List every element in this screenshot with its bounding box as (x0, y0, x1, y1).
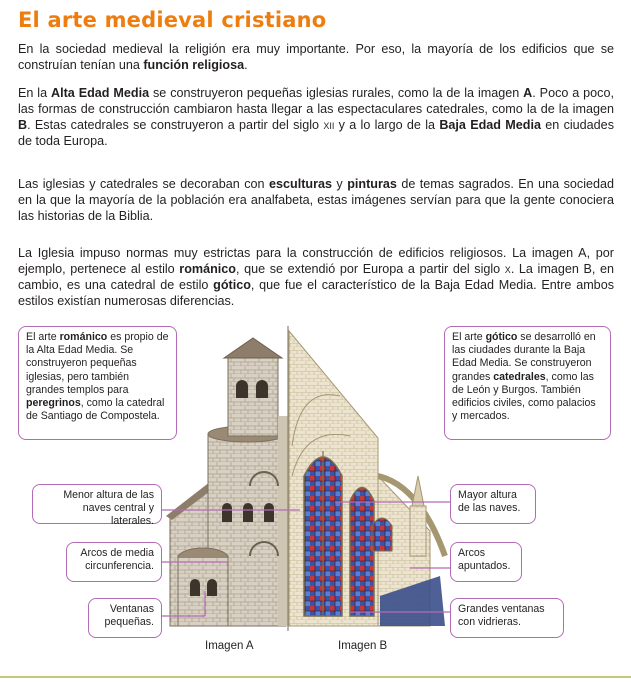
bottom-rule (0, 676, 631, 678)
church-illustration (0, 326, 631, 666)
paragraph-4: La Iglesia impuso normas muy estrictas para la construcción de edificios religiosos. La imagen A, por ejemplo, pertenece al estilo románico, que se extendió por Europa a partir del siglo x. La imagen B, en cambio, es una catedral de estilo gótico, que fue el característico de la Baja Edad Media. Entre ambos estilos existían numerosas diferencias. (18, 246, 614, 308)
page-title: El arte medieval cristiano (18, 8, 327, 32)
gothic-cathedral (289, 331, 445, 626)
paragraph-3: Las iglesias y catedrales se decoraban con esculturas y pinturas de temas sagrados. En una sociedad en la que la mayoría de la población era analfabeta, estas imágenes servían para que la gente conociera las historias de la Biblia. (18, 177, 615, 223)
paragraph-2: En la Alta Edad Media se construyeron pequeñas iglesias rurales, como la de la imagen A. Poco a poco, las formas de construcción cambiaron hasta llegar a las espectaculares catedrales, como la de la imagen B. Estas catedrales se construyeron a partir del siglo xii y a lo largo de la Baja Edad Media en ciudades de toda Europa. (18, 86, 614, 148)
callout-gotico: El arte gótico se desarrolló en las ciudades durante la Baja Edad Media. Se construyeron grandes catedrales, como las de León y Burgos. También edificios civiles, como palacios y mercados. (444, 326, 611, 440)
caption-imagen-b: Imagen B (338, 640, 388, 652)
romanesque-church (166, 338, 288, 626)
callout-romanico: El arte románico es propio de la Alta Edad Media. Se construyeron pequeñas iglesias, pero también grandes templos para peregrinos, como la catedral de Santiago de Compostela. (18, 326, 177, 440)
callout-mayor-altura: Mayor altura de las naves. (450, 484, 536, 524)
callout-arcos-apuntados: Arcos apuntados. (450, 542, 522, 582)
callout-arcos-media: Arcos de media circunferencia. (66, 542, 162, 582)
callout-ventanas-pequenas: Ventanas pequeñas. (88, 598, 162, 638)
caption-imagen-a: Imagen A (205, 640, 254, 652)
paragraph-1: En la sociedad medieval la religión era muy importante. Por eso, la mayoría de los edificios que se construían tenían una función religiosa. (18, 42, 614, 72)
callout-grandes-ventanas: Grandes ventanas con vidrieras. (450, 598, 564, 638)
callout-menor-altura: Menor altura de las naves central y laterales. (32, 484, 162, 524)
